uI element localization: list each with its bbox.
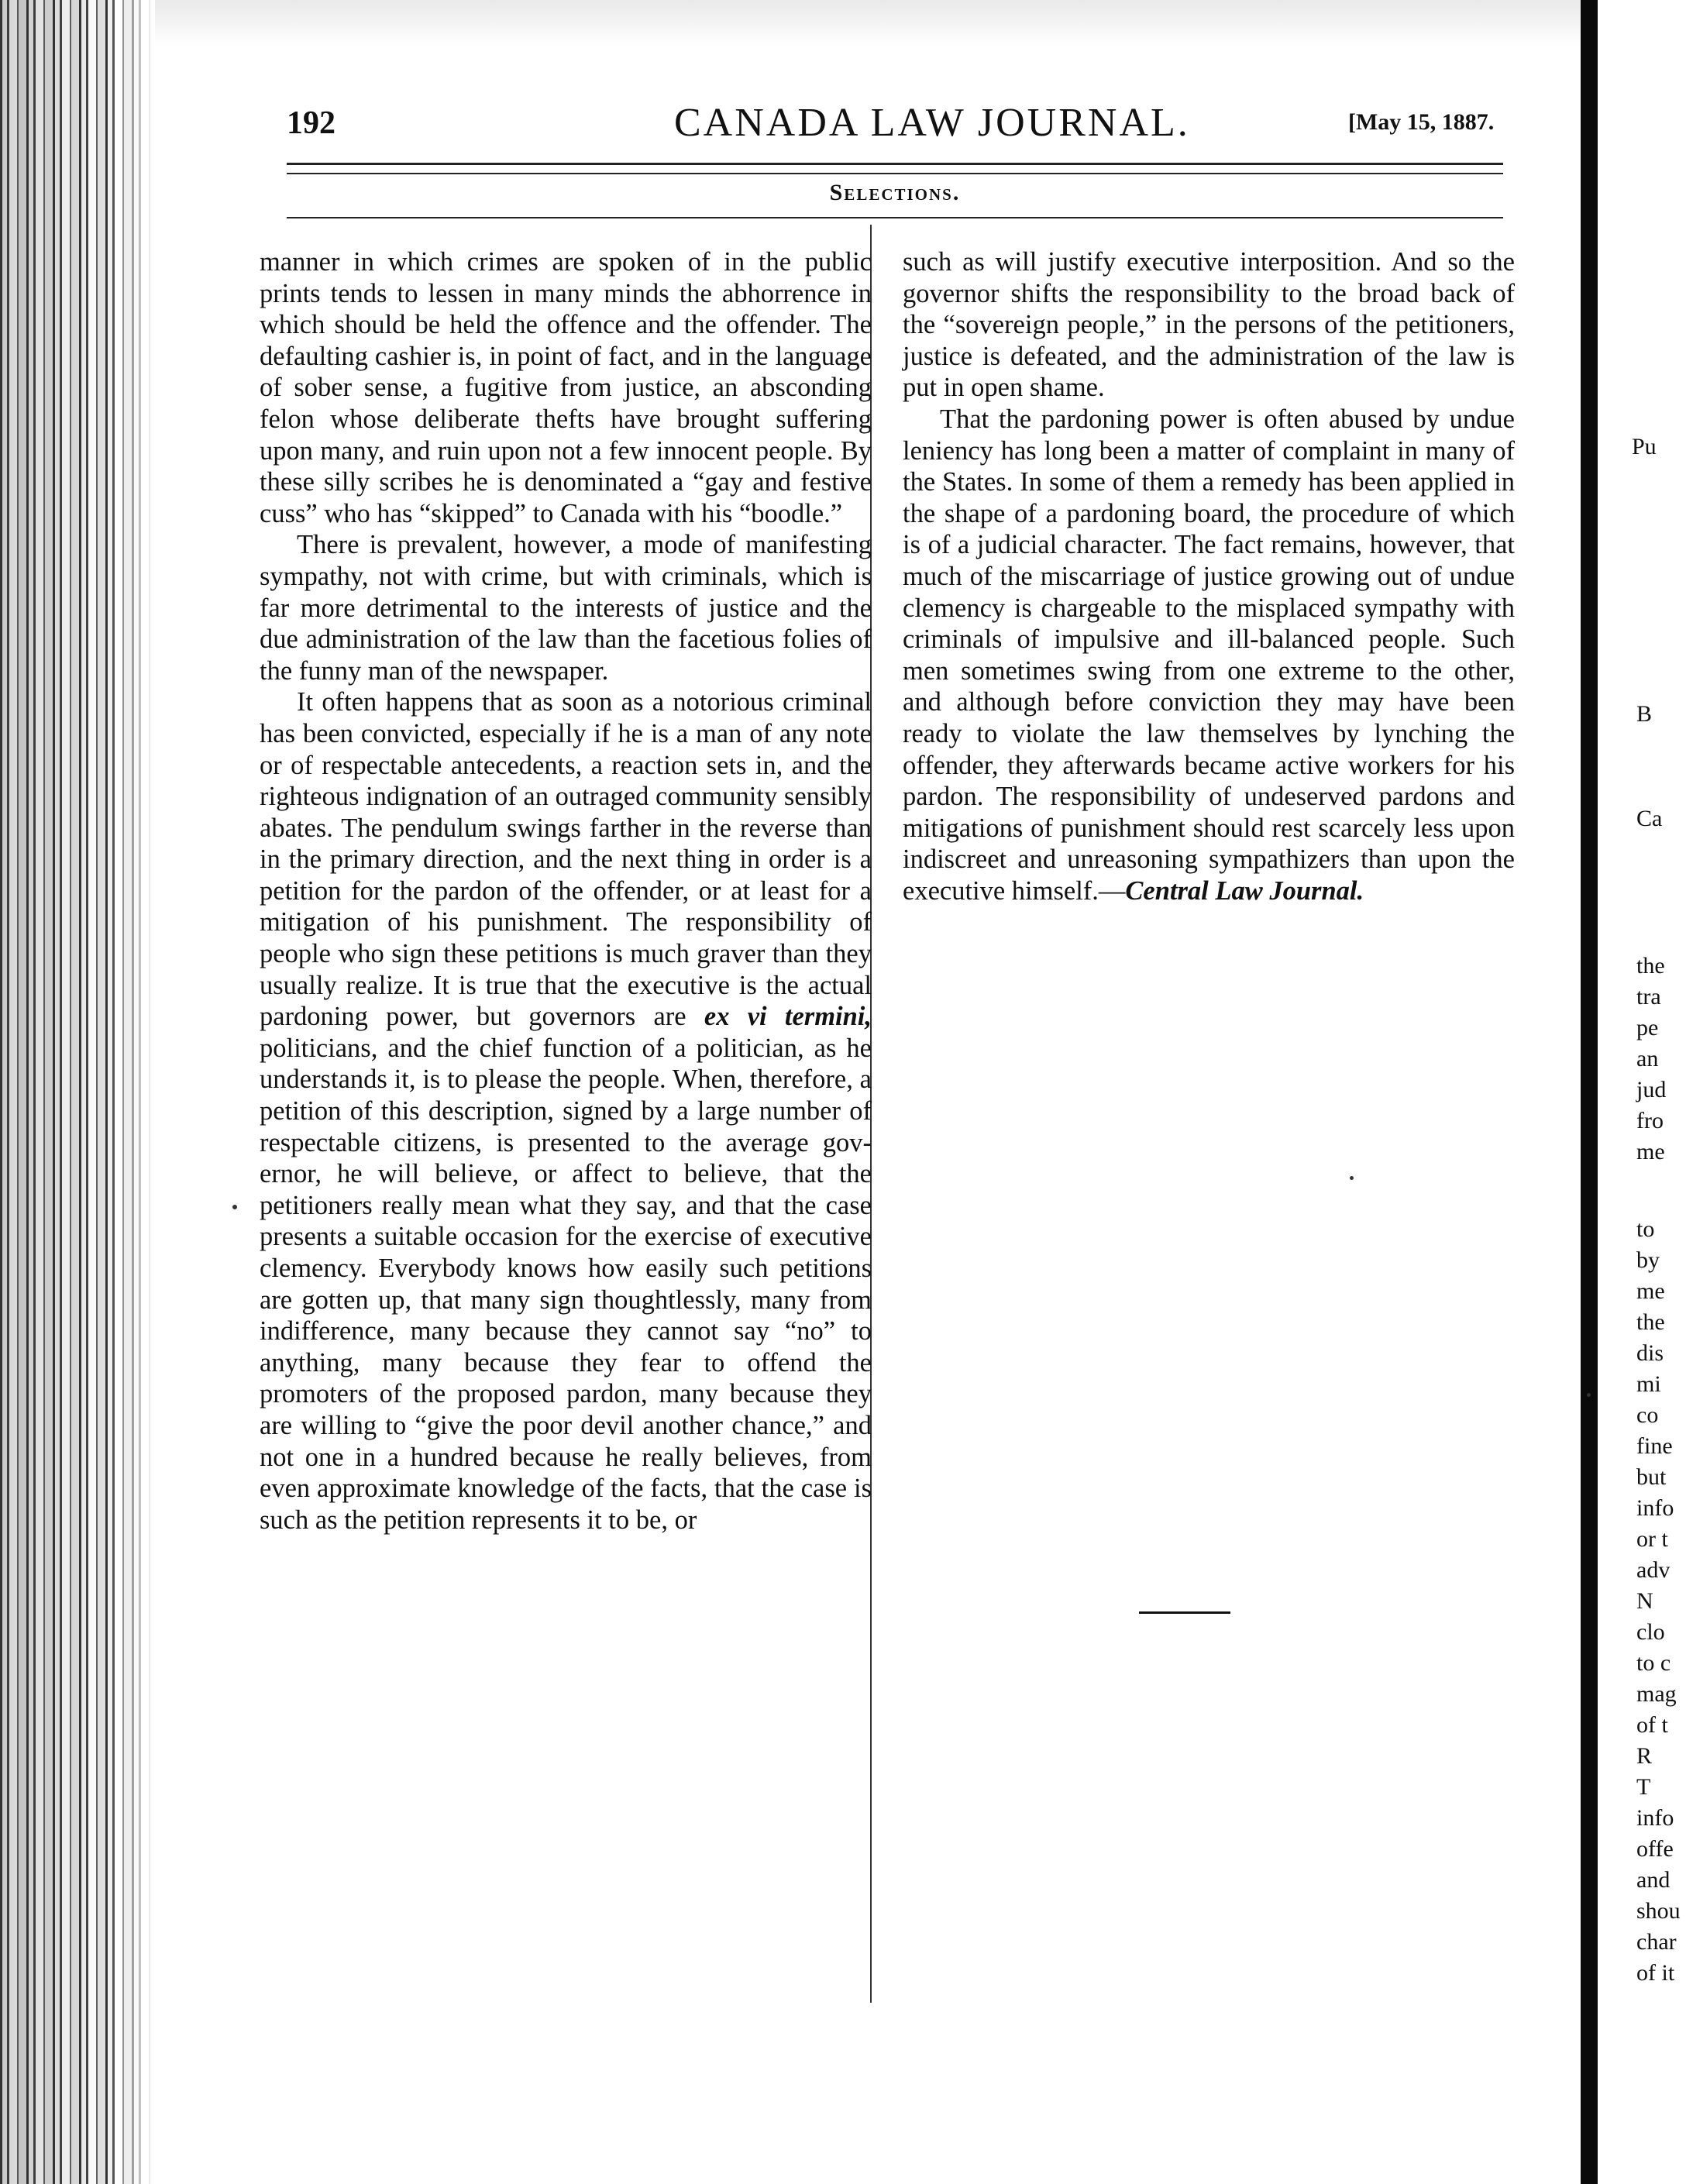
facing-page-fragment: clo	[1636, 1619, 1665, 1645]
binding-edge	[0, 0, 155, 2184]
paragraph-text: That the pardoning power is often abused by undue leniency has long been a matter of complaint in many of the States. In some of them a remedy has been applied in the shape of a pardoning board, the procedure of which is of a judicial character. The fact remains, however, that much of the miscarriage of justice growing out of undue clemency is chargeable to the misplaced sympathy with criminals of impulsive and ill-balanced people. Such men sometimes swing from one extreme to the other, and although before conviction they may have been ready to violate the law themselves by lynching the offender, they afterwards became active workers for his pardon. The responsibility of undeserved pardons and mitigations of punishment should rest scarcely less upon indiscreet and unreasoning sympathizers than upon the executive himself.—	[903, 404, 1515, 906]
paragraph	[260, 686, 872, 1536]
facing-page-fragment: but	[1636, 1464, 1667, 1490]
facing-page-fragment: pe	[1636, 1015, 1659, 1040]
facing-page-fragment: tra	[1636, 984, 1661, 1009]
paragraph-text: It often happens that as soon as a notorious criminal has been convicted, especially if he is a man of any note or of respectable antecedents, a reaction sets in, and the righteous indignation of an outraged community sensibly abates. The pendulum swings farther in the reverse than in the primary direction, and the next thing in order is a petition for the pardon of the offender, or at least for a mitigation of his punishment. The responsibility of people who sign these petitions is much graver than they usually realize. It is true that the executive is the actual pardoning power, but governors are	[260, 687, 872, 1032]
facing-page-fragment: fine	[1636, 1433, 1673, 1459]
facing-page-fragment: to	[1636, 1216, 1655, 1242]
facing-page-fragment: fro	[1636, 1108, 1664, 1133]
facing-page-fragment: N	[1636, 1588, 1653, 1614]
page-top-shade	[155, 0, 1581, 46]
right-column	[903, 246, 1515, 906]
facing-page-fragment: co	[1636, 1402, 1659, 1428]
facing-page-fragment: me	[1636, 1278, 1665, 1304]
facing-page-edge	[1581, 0, 1598, 2184]
facing-page-fragment: T	[1636, 1774, 1651, 1800]
facing-page-fragment: and	[1636, 1867, 1671, 1893]
source-citation: Central Law Journal.	[1125, 875, 1364, 906]
section-heading: Selections.	[829, 180, 961, 205]
latin-term: ex vi termini,	[704, 1002, 872, 1032]
facing-page-fragment: info	[1636, 1495, 1674, 1521]
paragraph: There is prevalent, however, a mode of manifesting sympathy, not with crime, but with criminals, which is far more detrimental to the interests of justice and the due administration of the law than the facetious folies of the funny man of the newspaper.	[260, 530, 872, 686]
facing-page-fragment: the	[1636, 1309, 1665, 1335]
facing-page-fragment: of it	[1636, 1960, 1675, 1986]
facing-page-fragment: the	[1636, 953, 1665, 979]
issue-date: [May 15, 1887.	[1348, 109, 1495, 135]
facing-page-fragment: jud	[1636, 1077, 1667, 1102]
scan-speck	[1587, 1393, 1591, 1397]
facing-page-fragment: by	[1636, 1247, 1660, 1273]
section-rule	[287, 217, 1503, 218]
facing-page-fragment: dis	[1636, 1340, 1664, 1366]
page-number: 192	[287, 105, 335, 141]
paragraph: such as will justify executive interposition. And so the governor shifts the responsibility to the broad back of the “sovereign people,” in the persons of the petitioners, justice is defeated, and the administration of the law is put in open shame.	[903, 247, 1515, 403]
facing-page-fragment: mi	[1636, 1371, 1661, 1397]
paragraph	[903, 404, 1515, 907]
facing-page-fragment: B	[1636, 701, 1653, 727]
facing-page-fragment: me	[1636, 1139, 1665, 1164]
facing-page-fragment: adv	[1636, 1557, 1671, 1583]
facing-page-fragment: char	[1636, 1929, 1677, 1955]
end-rule	[1139, 1611, 1230, 1614]
left-column	[260, 246, 872, 1536]
facing-page-fragment: an	[1636, 1046, 1659, 1071]
facing-page-fragment: info	[1636, 1805, 1674, 1831]
facing-page-fragment: to c	[1636, 1650, 1671, 1676]
facing-page-fragment: or t	[1636, 1526, 1668, 1552]
facing-page-fragment: shou	[1636, 1898, 1681, 1924]
facing-page-fragment: R	[1636, 1743, 1653, 1769]
facing-page-fragment: mag	[1636, 1681, 1677, 1707]
paragraph: manner in which crimes are spoken of in the public prints tends to lessen in many minds the abhorrence in which should be held the offence and the offender. The defaulting cashier is, in point of fact, and in the language of sober sense, a fugitive from justice, an absconding felon whose deliberate thefts have brought suffering upon many, and ruin upon not a few innocent people. By these silly scribes he is denominated a “gay and festive cuss” who has “skipped” to Canada with his “boodle.”	[260, 247, 872, 528]
scan-speck	[1350, 1176, 1354, 1180]
header-double-rule	[287, 163, 1503, 174]
scan-speck	[232, 1205, 237, 1209]
facing-page-fragment: offe	[1636, 1836, 1674, 1862]
facing-page-fragment: of t	[1636, 1712, 1668, 1738]
journal-title: CANADA LAW JOURNAL.	[674, 101, 1190, 145]
facing-page-fragment: Pu	[1632, 434, 1657, 459]
paragraph-text: politicians, and the chief function of a politician, as he understands it, is to please the people. When, therefore, a petition of this description, signed by a large number of respectable citizens, is presented to the average governor, he will believe, or affect to believe, that the petitioners really mean what they say, and that the case presents a suitable occasion for the exercise of executive clemency. Everybody knows how easily such petitions are gotten up, that many sign thoughtlessly, many from indifference, many because they cannot say “no” to anything, many because they fear to offend the promoters of the proposed pardon, many because they are willing to “give the poor devil another chance,” and not one in a hundred because he really believes, from even approximate knowledge of the facts, that the case is such as the petition represents it to be, or	[260, 1033, 872, 1535]
running-header	[287, 101, 1495, 151]
facing-page-fragment: Ca	[1636, 806, 1663, 831]
